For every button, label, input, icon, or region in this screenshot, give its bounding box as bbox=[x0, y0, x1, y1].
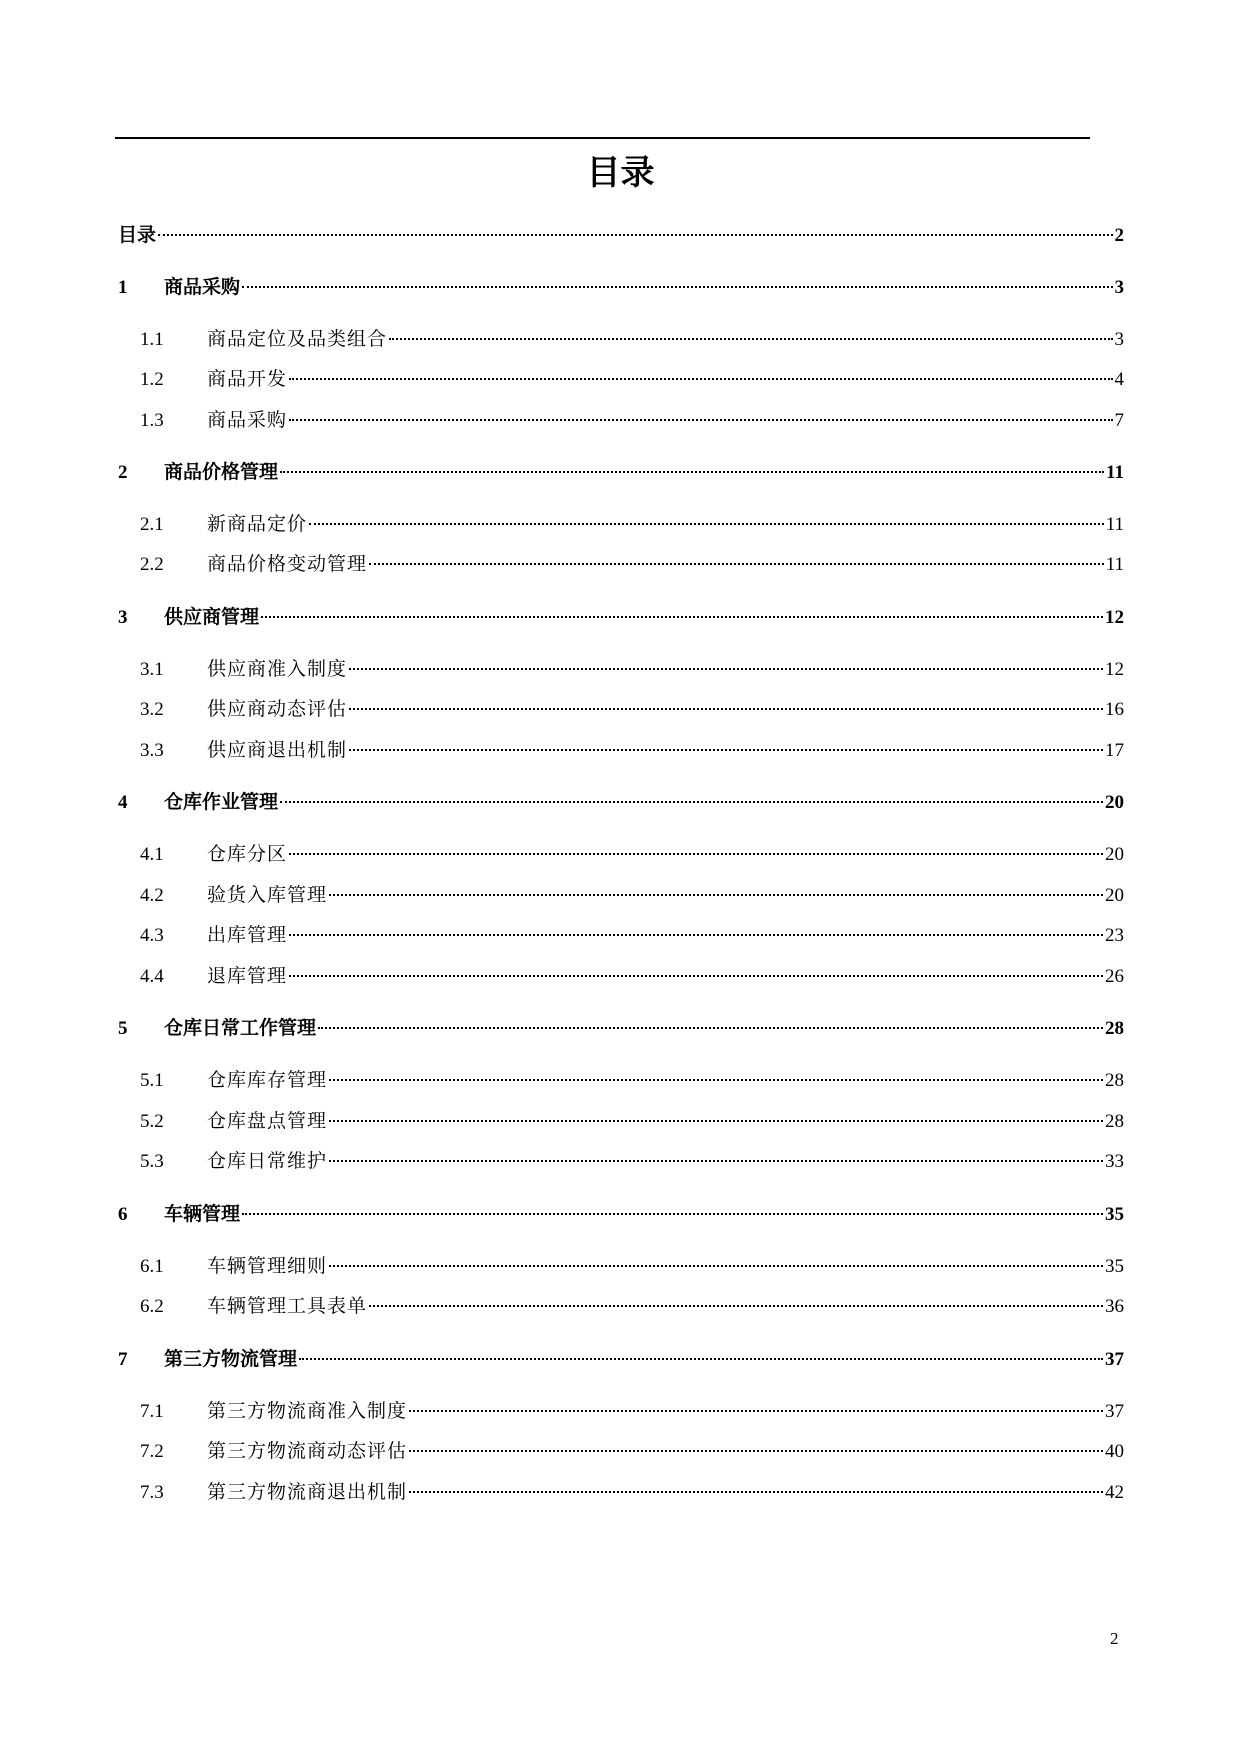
toc-entry-label: 供应商准入制度 bbox=[207, 658, 348, 680]
toc-entry[interactable] bbox=[140, 1396, 1124, 1426]
toc-dot-leader bbox=[329, 1160, 1103, 1162]
toc-dot-leader bbox=[261, 616, 1103, 618]
toc-entry-number: 6.2 bbox=[140, 1296, 164, 1317]
toc-entry[interactable] bbox=[118, 602, 1124, 632]
toc-dot-leader bbox=[329, 894, 1103, 896]
toc-entry-page: 7 bbox=[1114, 410, 1124, 431]
toc-entry-number: 7.2 bbox=[140, 1441, 164, 1462]
toc-entry[interactable] bbox=[140, 839, 1124, 869]
toc-entry[interactable] bbox=[140, 880, 1124, 910]
toc-dot-leader bbox=[289, 419, 1112, 421]
toc-entry-number: 1 bbox=[118, 277, 128, 298]
toc-entry-label: 仓库库存管理 bbox=[207, 1069, 328, 1091]
toc-entry-label: 商品价格管理 bbox=[164, 461, 279, 483]
toc-entry-number: 6 bbox=[118, 1204, 128, 1225]
toc-entry-label: 退库管理 bbox=[207, 965, 288, 987]
toc-entry-page: 20 bbox=[1105, 885, 1124, 906]
toc-dot-leader bbox=[329, 1120, 1103, 1122]
toc-dot-leader bbox=[158, 234, 1112, 236]
toc-dot-leader bbox=[369, 1305, 1103, 1307]
toc-entry-number: 7.1 bbox=[140, 1401, 164, 1422]
toc-dot-leader bbox=[289, 975, 1103, 977]
toc-entry-page: 37 bbox=[1105, 1349, 1124, 1370]
toc-entry-page: 36 bbox=[1105, 1296, 1124, 1317]
header-rule bbox=[115, 137, 1090, 139]
toc-entry-number: 5.3 bbox=[140, 1151, 164, 1172]
toc-entry-number: 4.4 bbox=[140, 966, 164, 987]
toc-entry-page: 23 bbox=[1105, 925, 1124, 946]
toc-entry-number: 7 bbox=[118, 1349, 128, 1370]
toc-entry-page: 20 bbox=[1105, 792, 1124, 813]
toc-entry-number: 2.1 bbox=[140, 514, 164, 535]
toc-entry[interactable] bbox=[140, 509, 1124, 539]
toc-dot-leader bbox=[349, 708, 1103, 710]
toc-dot-leader bbox=[329, 1079, 1103, 1081]
footer-page-number: 2 bbox=[1110, 1629, 1119, 1648]
toc-entry[interactable] bbox=[140, 324, 1124, 354]
toc-entry-label: 验货入库管理 bbox=[207, 884, 328, 906]
toc-entry-label: 出库管理 bbox=[207, 924, 288, 946]
toc-entry-label: 仓库作业管理 bbox=[164, 791, 279, 813]
toc-entry-number: 4.1 bbox=[140, 844, 164, 865]
toc-dot-leader bbox=[349, 668, 1103, 670]
toc-entry[interactable] bbox=[140, 694, 1124, 724]
toc-entry-number: 4.3 bbox=[140, 925, 164, 946]
toc-entry-page: 28 bbox=[1105, 1111, 1124, 1132]
toc-entry-page: 11 bbox=[1106, 462, 1124, 483]
toc-entry-page: 3 bbox=[1114, 329, 1124, 350]
toc-entry-number: 3.3 bbox=[140, 740, 164, 761]
toc-dot-leader bbox=[299, 1358, 1103, 1360]
toc-entry-number: 2.2 bbox=[140, 554, 164, 575]
toc-entry[interactable] bbox=[118, 1199, 1124, 1229]
toc-entry-number: 5 bbox=[118, 1018, 128, 1039]
toc-dot-leader bbox=[242, 1213, 1103, 1215]
toc-entry-page: 28 bbox=[1105, 1070, 1124, 1091]
toc-entry-number: 6.1 bbox=[140, 1256, 164, 1277]
toc-entry-label: 仓库日常维护 bbox=[207, 1150, 328, 1172]
toc-entry-page: 20 bbox=[1105, 844, 1124, 865]
toc-entry-label: 供应商动态评估 bbox=[207, 698, 348, 720]
toc-entry[interactable] bbox=[118, 220, 1124, 250]
toc-entry[interactable] bbox=[140, 961, 1124, 991]
toc-entry-number: 4.2 bbox=[140, 885, 164, 906]
toc-entry-label: 商品定位及品类组合 bbox=[207, 328, 388, 350]
toc-entry-label: 第三方物流商退出机制 bbox=[207, 1481, 408, 1503]
toc-entry-label: 商品采购 bbox=[207, 409, 288, 431]
toc-entry-page: 12 bbox=[1105, 659, 1124, 680]
toc-entry-page: 37 bbox=[1105, 1401, 1124, 1422]
toc-entry[interactable] bbox=[140, 1106, 1124, 1136]
toc-entry-page: 2 bbox=[1114, 225, 1124, 246]
toc-entry-number: 3 bbox=[118, 607, 128, 628]
toc-entry-page: 42 bbox=[1105, 1482, 1124, 1503]
toc-dot-leader bbox=[349, 749, 1103, 751]
toc-entry-label: 车辆管理细则 bbox=[207, 1255, 328, 1277]
toc-entry[interactable] bbox=[140, 920, 1124, 950]
toc-dot-leader bbox=[289, 934, 1103, 936]
toc-entry-number: 3.2 bbox=[140, 699, 164, 720]
toc-entry-label: 商品采购 bbox=[164, 276, 241, 298]
toc-entry[interactable] bbox=[140, 549, 1124, 579]
toc-entry-number: 7.3 bbox=[140, 1482, 164, 1503]
toc-entry-number: 5.1 bbox=[140, 1070, 164, 1091]
toc-entry-number: 5.2 bbox=[140, 1111, 164, 1132]
toc-entry-page: 35 bbox=[1105, 1256, 1124, 1277]
toc-entry-page: 33 bbox=[1105, 1151, 1124, 1172]
toc-entry[interactable] bbox=[140, 405, 1124, 435]
toc-dot-leader bbox=[309, 523, 1104, 525]
toc-dot-leader bbox=[409, 1491, 1103, 1493]
toc-entry-number: 4 bbox=[118, 792, 128, 813]
toc-entry-number: 2 bbox=[118, 462, 128, 483]
toc-entry-label: 商品开发 bbox=[207, 368, 288, 390]
toc-dot-leader bbox=[369, 563, 1104, 565]
toc-entry-label: 第三方物流商准入制度 bbox=[207, 1400, 408, 1422]
toc-entry[interactable] bbox=[140, 1146, 1124, 1176]
toc-entry-page: 16 bbox=[1105, 699, 1124, 720]
toc-entry[interactable] bbox=[118, 457, 1124, 487]
toc-entry-page: 12 bbox=[1105, 607, 1124, 628]
toc-entry-label: 仓库盘点管理 bbox=[207, 1110, 328, 1132]
toc-entry[interactable] bbox=[118, 1013, 1124, 1043]
toc-entry-label: 仓库日常工作管理 bbox=[164, 1017, 317, 1039]
toc-entry[interactable] bbox=[118, 1344, 1124, 1374]
toc-dot-leader bbox=[409, 1410, 1103, 1412]
toc-dot-leader bbox=[409, 1450, 1103, 1452]
toc-dot-leader bbox=[280, 801, 1103, 803]
toc-entry[interactable] bbox=[140, 1436, 1124, 1466]
toc-entry-page: 11 bbox=[1105, 554, 1124, 575]
toc-dot-leader bbox=[318, 1027, 1103, 1029]
toc-entry-page: 11 bbox=[1105, 514, 1124, 535]
toc-entry-label: 第三方物流商动态评估 bbox=[207, 1440, 408, 1462]
toc-entry-label: 目录 bbox=[118, 224, 157, 246]
toc-entry-label: 商品价格变动管理 bbox=[207, 553, 368, 575]
toc-entry-label: 第三方物流管理 bbox=[164, 1348, 298, 1370]
toc-entry[interactable] bbox=[140, 735, 1124, 765]
toc-entry[interactable] bbox=[140, 1251, 1124, 1281]
toc-entry-page: 4 bbox=[1114, 369, 1124, 390]
toc-entry-page: 17 bbox=[1105, 740, 1124, 761]
toc-entry-label: 供应商管理 bbox=[164, 606, 260, 628]
toc-entry[interactable] bbox=[140, 1065, 1124, 1095]
toc-entry-page: 40 bbox=[1105, 1441, 1124, 1462]
toc-entry-number: 1.1 bbox=[140, 329, 164, 350]
toc-entry-page: 35 bbox=[1105, 1204, 1124, 1225]
toc-dot-leader bbox=[289, 853, 1103, 855]
toc-entry-label: 车辆管理工具表单 bbox=[207, 1295, 368, 1317]
toc-dot-leader bbox=[329, 1265, 1103, 1267]
toc-entry-label: 新商品定价 bbox=[207, 513, 308, 535]
toc-entry-label: 供应商退出机制 bbox=[207, 739, 348, 761]
toc-entry-page: 28 bbox=[1105, 1018, 1124, 1039]
toc-entry-page: 3 bbox=[1114, 277, 1124, 298]
toc-entry-number: 1.3 bbox=[140, 410, 164, 431]
toc-entry[interactable] bbox=[140, 1477, 1124, 1507]
toc-entry[interactable] bbox=[140, 1291, 1124, 1321]
toc-dot-leader bbox=[280, 471, 1104, 473]
toc-dot-leader bbox=[289, 378, 1112, 380]
toc-entry[interactable] bbox=[118, 272, 1124, 302]
toc-dot-leader bbox=[242, 286, 1112, 288]
toc-entry-number: 3.1 bbox=[140, 659, 164, 680]
toc-entry-page: 26 bbox=[1105, 966, 1124, 987]
toc-dot-leader bbox=[389, 338, 1112, 340]
toc-entry-label: 车辆管理 bbox=[164, 1203, 241, 1225]
toc-entry[interactable] bbox=[118, 787, 1124, 817]
toc-entry-number: 1.2 bbox=[140, 369, 164, 390]
page-title: 目录 bbox=[586, 153, 655, 193]
toc-entry[interactable] bbox=[140, 654, 1124, 684]
toc-entry-label: 仓库分区 bbox=[207, 843, 288, 865]
toc-entry[interactable] bbox=[140, 364, 1124, 394]
